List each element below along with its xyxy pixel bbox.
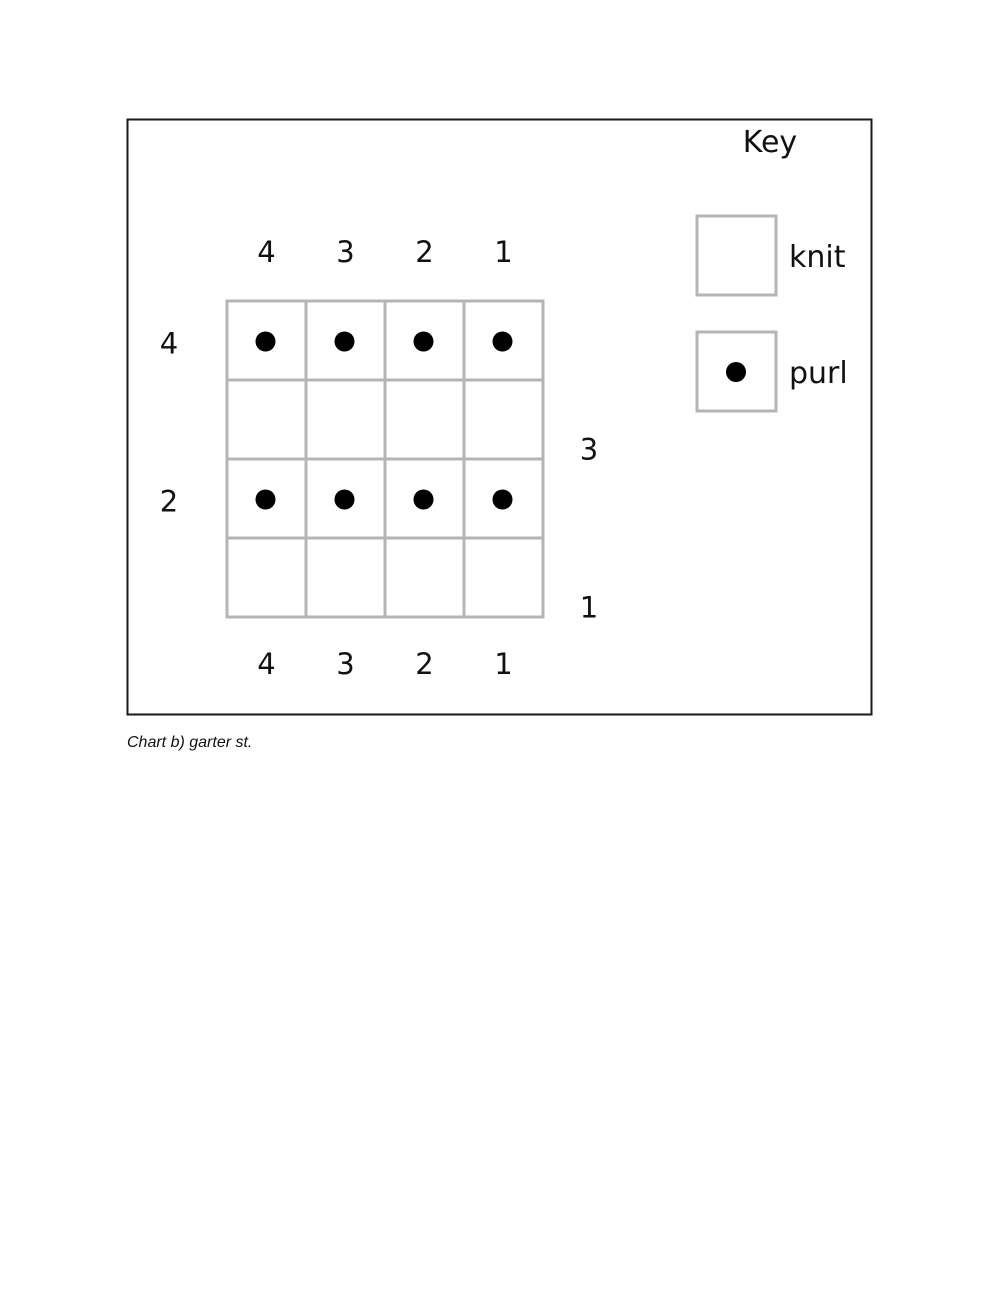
key-label-knit: knit xyxy=(789,240,846,275)
purl-dot xyxy=(256,332,276,352)
row-label-1: 1 xyxy=(579,590,599,625)
purl-dot xyxy=(256,490,276,510)
key-swatch-knit xyxy=(697,216,776,295)
purl-dot xyxy=(493,490,513,510)
purl-dot xyxy=(493,332,513,352)
purl-dot xyxy=(335,490,355,510)
stitch-cell-knit xyxy=(306,380,385,459)
key-label-purl: purl xyxy=(789,356,848,391)
key-title: Key xyxy=(742,125,798,160)
stitch-cell-knit xyxy=(227,380,306,459)
stitch-cell-knit xyxy=(385,380,464,459)
row-label-3: 3 xyxy=(579,432,599,467)
stitch-cell-knit xyxy=(464,538,543,617)
column-label-bottom: 1 xyxy=(494,647,513,681)
stitch-cell-knit xyxy=(306,538,385,617)
stitch-cell-knit xyxy=(385,538,464,617)
key-purl-dot xyxy=(726,362,746,382)
purl-dot xyxy=(414,490,434,510)
column-label-bottom: 4 xyxy=(257,647,276,681)
column-label-top: 3 xyxy=(336,235,355,269)
stitch-grid xyxy=(227,301,543,617)
stitch-cell-knit xyxy=(227,538,306,617)
column-label-top: 1 xyxy=(494,235,513,269)
column-label-top: 2 xyxy=(415,235,434,269)
column-label-bottom: 2 xyxy=(415,647,434,681)
row-label-4: 4 xyxy=(159,326,179,361)
key-entries xyxy=(697,216,848,411)
column-labels-top xyxy=(257,235,512,269)
stitch-cell-knit xyxy=(464,380,543,459)
chart-caption: Chart b) garter st. xyxy=(127,734,253,751)
purl-dot xyxy=(335,332,355,352)
column-label-bottom: 3 xyxy=(336,647,355,681)
column-label-top: 4 xyxy=(257,235,276,269)
purl-dot xyxy=(414,332,434,352)
row-label-2: 2 xyxy=(159,484,179,519)
column-labels-bottom xyxy=(257,647,512,681)
